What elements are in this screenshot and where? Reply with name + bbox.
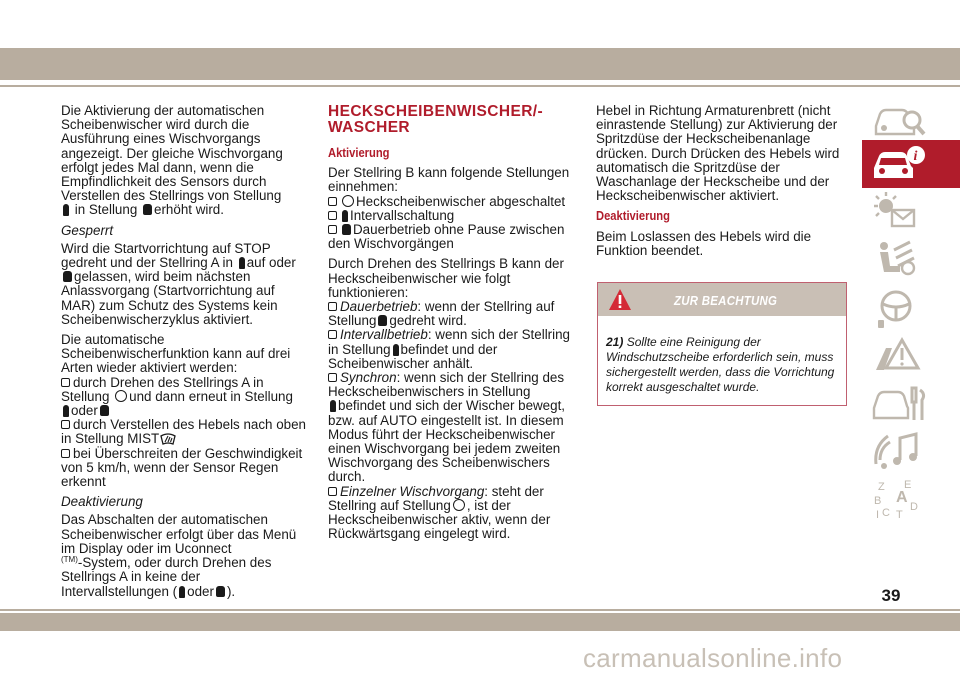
chapter-tab-index[interactable] (862, 476, 960, 524)
svg-text:I: I (876, 509, 880, 521)
paragraph-release: Beim Loslassen des Hebels wird die Funktion beendet. (596, 228, 812, 258)
chapter-tab-car-info[interactable] (862, 140, 960, 188)
wiper-sensitivity-high-icon (216, 586, 225, 597)
subheading-deaktivierung: Deaktivierung (61, 494, 143, 510)
column-middle (328, 104, 576, 547)
paragraph-deactivation: Das Abschalten der automatischen Scheibenwischer erfolgt über das Menü im Display oder im Uconnect $^{(TM)}$-System, oder durch Drehen des Stellrings A in keine der Intervallstellungen ( oder ). (61, 512, 297, 599)
svg-text:A: A (896, 489, 908, 506)
list-bullet-icon (328, 225, 337, 234)
column-right (596, 104, 846, 264)
subheading-gesperrt: Gesperrt (61, 222, 114, 238)
top-band (0, 48, 960, 80)
svg-text:E: E (904, 479, 912, 491)
subheading-deaktivierung-rear: Deaktivierung (596, 208, 670, 224)
svg-text:Z: Z (878, 481, 885, 493)
index-icon (870, 476, 930, 524)
car-service-icon (870, 382, 930, 426)
paragraph-modes: Durch Drehen des Stellrings B kann der Heckscheibenwischer wie folgt funktionieren: Dauerbetrieb: wenn der Stellring auf Stellung gedreht wird. Intervallbetrieb: wenn sich der Stellring in Stellung befindet und der Scheibenwischer anhält. Synchron: wenn sich der Stellring des Heckscheibenwischers in Stellung befindet und sich der Wischer bewegt, bzw. auf AUTO eingestellt ist. In diesem Modus führt der Heckscheibenwischer einen Wischvorgang bei jedem zweiten Wischvorgang des Scheibenwischers durch. Einzelner Wischvorgang: steht der Stellring auf Stellung , ist der Heckscheibenwischer aktiv, wenn der Rückwärtsgang eingelegt wird. (328, 256, 571, 542)
wiper-sensitivity-high-icon (100, 405, 109, 416)
wiper-sensitivity-low-icon (63, 204, 69, 216)
svg-text:i: i (913, 149, 918, 164)
warning-text: 21) Sollte eine Reinigung der Windschutzscheibe erforderlich sein, muss sichergestellt werden, dass die Vorrichtung korrekt ausgeschaltet wurde. (606, 335, 835, 394)
column-left (61, 104, 309, 605)
warning-title: ZUR BEACHTUNG (674, 293, 778, 308)
chapter-tab-multimedia[interactable] (862, 428, 960, 476)
wiper-sensitivity-high-icon (63, 271, 72, 282)
windscreen-mist-icon (160, 433, 176, 445)
wiper-sensitivity-low-icon (239, 257, 245, 269)
list-bullet-icon (328, 211, 337, 220)
wiper-off-ring-icon (453, 499, 465, 511)
chapter-tab-service[interactable] (862, 380, 960, 428)
paragraph-locked: Wird die Startvorrichtung auf STOP gedreht und der Stellring A in auf oder gelassen, wird beim nächsten Anlassvorgang (Startvorrichtung auf MAR) zum Schutz des Systems kein Scheibenwischerzyklus aktiviert. (61, 240, 296, 327)
wiper-interval-icon (342, 210, 348, 222)
chapter-tab-driving[interactable] (862, 284, 960, 332)
road-warning-icon (870, 334, 930, 378)
subheading-aktivierung: Aktivierung (328, 145, 390, 160)
list-bullet-icon (61, 420, 70, 429)
car-search-icon (870, 98, 930, 142)
list-bullet-icon (61, 378, 70, 387)
wiper-continuous-icon (342, 224, 351, 235)
svg-text:T: T (896, 509, 903, 521)
list-bullet-icon (61, 449, 70, 458)
page-number: 39 (881, 586, 901, 605)
wiper-off-ring-icon (342, 195, 354, 207)
seat-airbag-icon (870, 238, 930, 282)
list-bullet-icon (328, 302, 337, 311)
warning-header (598, 283, 846, 316)
warning-triangle-icon (608, 288, 632, 312)
wiper-sensitivity-low-icon (179, 586, 185, 598)
paragraph-reactivation: Die automatische Scheibenwischerfunktion kann auf drei Arten wieder aktiviert werden: durch Drehen des Stellrings A in Stellung und dann erneut in Stellung oder durch Verstellen des Hebels nach oben in Stellung MIST bei Überschreiten der Geschwindigkeit von 5 km/h, wenn der Sensor Regen erkennt (61, 332, 307, 490)
list-bullet-icon (328, 330, 337, 339)
wiper-continuous-icon (378, 315, 387, 326)
chapter-tab-car-search[interactable] (862, 96, 960, 144)
paragraph-washer: Hebel in Richtung Armaturenbrett (nicht einrastende Stellung) zur Aktivierung der Spritzdüse der Heckscheibenanlage drücken. Durch Drücken des Hebels wird automatisch die Spritzdüse der Waschanlage der Heckscheibe und der Heckscheibenwischer aktiviert. (596, 103, 840, 204)
wiper-interval-icon (393, 344, 399, 356)
list-bullet-icon (328, 197, 337, 206)
chapter-tab-warning-lights[interactable] (862, 188, 960, 236)
section-heading: HECKSCHEIBENWISCHER/-WASCHER (328, 103, 544, 136)
chapter-tab-emergency[interactable] (862, 332, 960, 380)
wiper-interval-icon (330, 400, 336, 412)
wiper-off-ring-icon (115, 390, 127, 402)
top-rule (0, 85, 960, 87)
svg-text:C: C (882, 507, 890, 519)
car-info-icon (870, 142, 930, 186)
chapter-tab-safety[interactable] (862, 236, 960, 284)
paragraph-activation-info: Die Aktivierung der automatischen Scheibenwischer wird durch die Ausführung eines Wischvorgangs angezeigt. Der gleiche Wischvorgang erfolgt jedes Mal dann, wenn die Empfindlichkeit des Sensors durch Verstellen des Stellrings von Stellung in Stellung erhöht wird. (61, 103, 283, 218)
wiper-sensitivity-high-icon (143, 204, 152, 215)
watermark: carmanualsonline.info (583, 643, 843, 673)
paragraph-positions: Der Stellring B kann folgende Stellungen einnehmen: Heckscheibenwischer abgeschaltet Intervallschaltung Dauerbetrieb ohne Pause zwischen den Wischvorgängen (328, 165, 570, 252)
bottom-rule (0, 609, 960, 611)
svg-text:B: B (874, 495, 882, 507)
list-bullet-icon (328, 373, 337, 382)
steering-wheel-icon (870, 286, 930, 330)
svg-text:D: D (910, 501, 918, 513)
media-icon (870, 430, 930, 474)
warning-box (597, 282, 847, 406)
warning-light-icon (870, 190, 930, 234)
wiper-sensitivity-low-icon (63, 405, 69, 417)
bottom-band (0, 613, 960, 631)
list-bullet-icon (328, 487, 337, 496)
